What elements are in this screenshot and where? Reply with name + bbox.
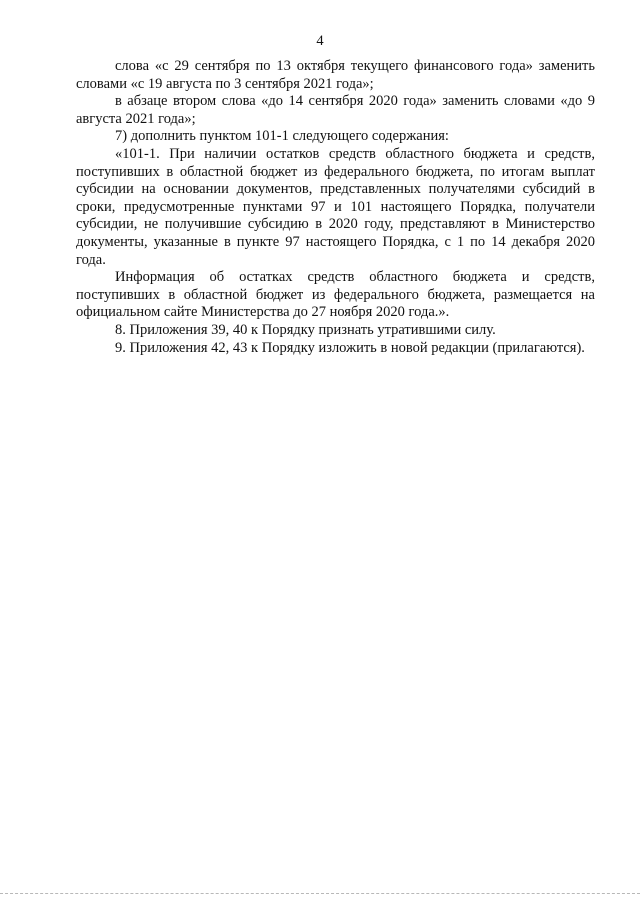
paragraph-5: Информация об остатках средств областного бюджета и средств, поступивших в областной бюджет из федерального бюджета, размещается на официальном сайте Министерства до 27 ноября 2020 года.». xyxy=(76,269,595,321)
paragraph-2: в абзаце втором слова «до 14 сентября 2020 года» заменить словами «до 9 августа 2021 года»; xyxy=(76,93,595,127)
document-body xyxy=(76,58,595,357)
paragraph-3: 7) дополнить пунктом 101-1 следующего содержания: xyxy=(115,128,449,145)
paragraph-7: 9. Приложения 42, 43 к Порядку изложить в новой редакции (прилагаются). xyxy=(115,339,585,356)
paragraph-1: слова «с 29 сентября по 13 октября текущего финансового года» заменить словами «с 19 августа по 3 сентября 2021 года»; xyxy=(76,58,595,92)
scan-bottom-rule xyxy=(0,893,640,894)
paragraph-6: 8. Приложения 39, 40 к Порядку признать утратившими силу. xyxy=(115,321,496,338)
paragraph-4: «101-1. При наличии остатков средств областного бюджета и средств, поступивших в областной бюджет из федерального бюджета, по итогам выплат субсидии на основании документов, представленных получателями субсидий в сроки, предусмотренные пунктами 97 и 101 настоящего Порядка, получатели субсидии, не получившие субсидию в 2020 году, представляют в Министерство документы, указанные в пункте 97 настоящего Порядка, с 1 по 14 декабря 2020 года. xyxy=(76,145,595,268)
page-number: 4 xyxy=(316,33,324,49)
